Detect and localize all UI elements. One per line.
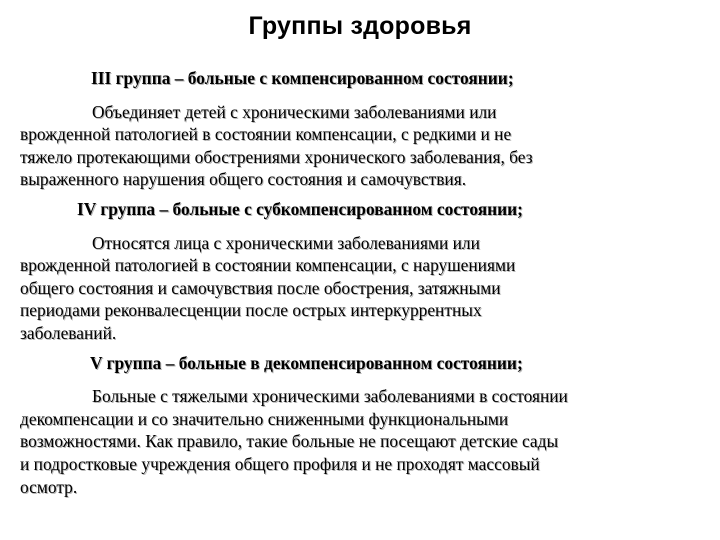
group-4-heading: IV группа – больные с субкомпенсированном состоянии; (77, 198, 523, 219)
group-5-heading: V группа – больные в декомпенсированном состоянии; (90, 352, 523, 373)
group-3-heading: III группа – больные с компенсированном состоянии; (91, 68, 514, 88)
slide-content (20, 67, 696, 505)
slide-title: Группы здоровья (248, 12, 472, 40)
group-4-description: Относятся лица с хроническими заболеваниями или врожденной патологией в состоянии компенсации, с нарушениями общего состояния и самочувствия после обострения, затяжными периодами реконвалесценции после острых интеркуррентных заболеваний. (20, 232, 516, 343)
group-5-description: Больные с тяжелыми хроническими заболеваниями в состоянии декомпенсации и со значительно сниженными функциональными возможностями. Как правило, такие больные не посещают детские сады и подростковые учреждения общего профиля и не проходят массовый осмотр. (20, 386, 568, 497)
group-3-description: Объединяет детей с хроническими заболеваниями или врожденной патологией в состоянии компенсации, с редкими и не тяжело протекающими обострениями хронического заболевания, без выраженного нарушения общего состояния и самочувствия. (20, 101, 533, 190)
